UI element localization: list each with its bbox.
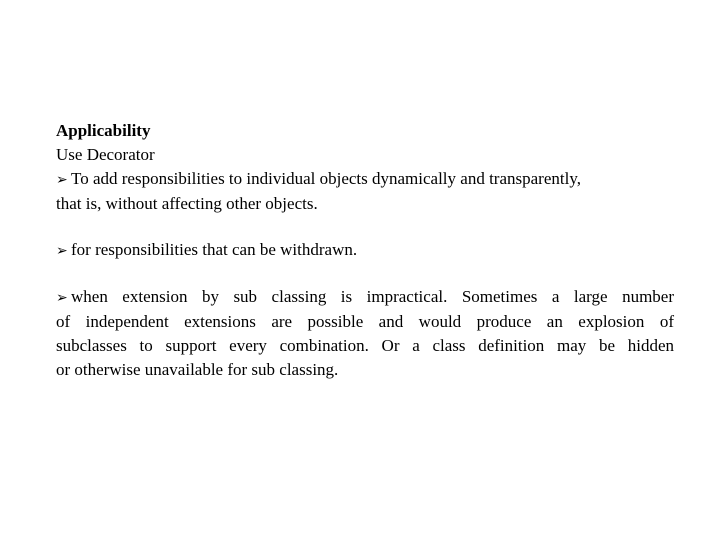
arrowhead-bullet-icon: ➢ [56, 172, 68, 188]
bullet-text: when extension by sub classing is impractical. Sometimes a large number [71, 287, 674, 306]
bullet-line [56, 238, 674, 263]
section-heading: Applicability [56, 121, 151, 140]
bullet-line: subclasses to support every combination. Or a class definition may be hidden [56, 336, 674, 355]
slide-content [56, 119, 674, 382]
bullet-line: of independent extensions are possible and would produce an explosion of [56, 312, 674, 331]
spacer [56, 263, 674, 285]
bullet-line: that is, without affecting other objects. [56, 194, 318, 213]
arrowhead-bullet-icon: ➢ [56, 290, 68, 306]
bullet-line [56, 167, 674, 192]
bullet-text: for responsibilities that can be withdrawn. [71, 240, 358, 259]
intro-text: Use Decorator [56, 145, 155, 164]
bullet-item [56, 238, 674, 263]
bullet-item [56, 167, 674, 216]
bullet-line: or otherwise unavailable for sub classing. [56, 360, 339, 379]
bullet-text: To add responsibilities to individual objects dynamically and transparently, [71, 169, 581, 188]
arrowhead-bullet-icon: ➢ [56, 243, 68, 259]
spacer [56, 216, 674, 238]
bullet-line [56, 285, 674, 310]
bullet-item [56, 285, 674, 382]
